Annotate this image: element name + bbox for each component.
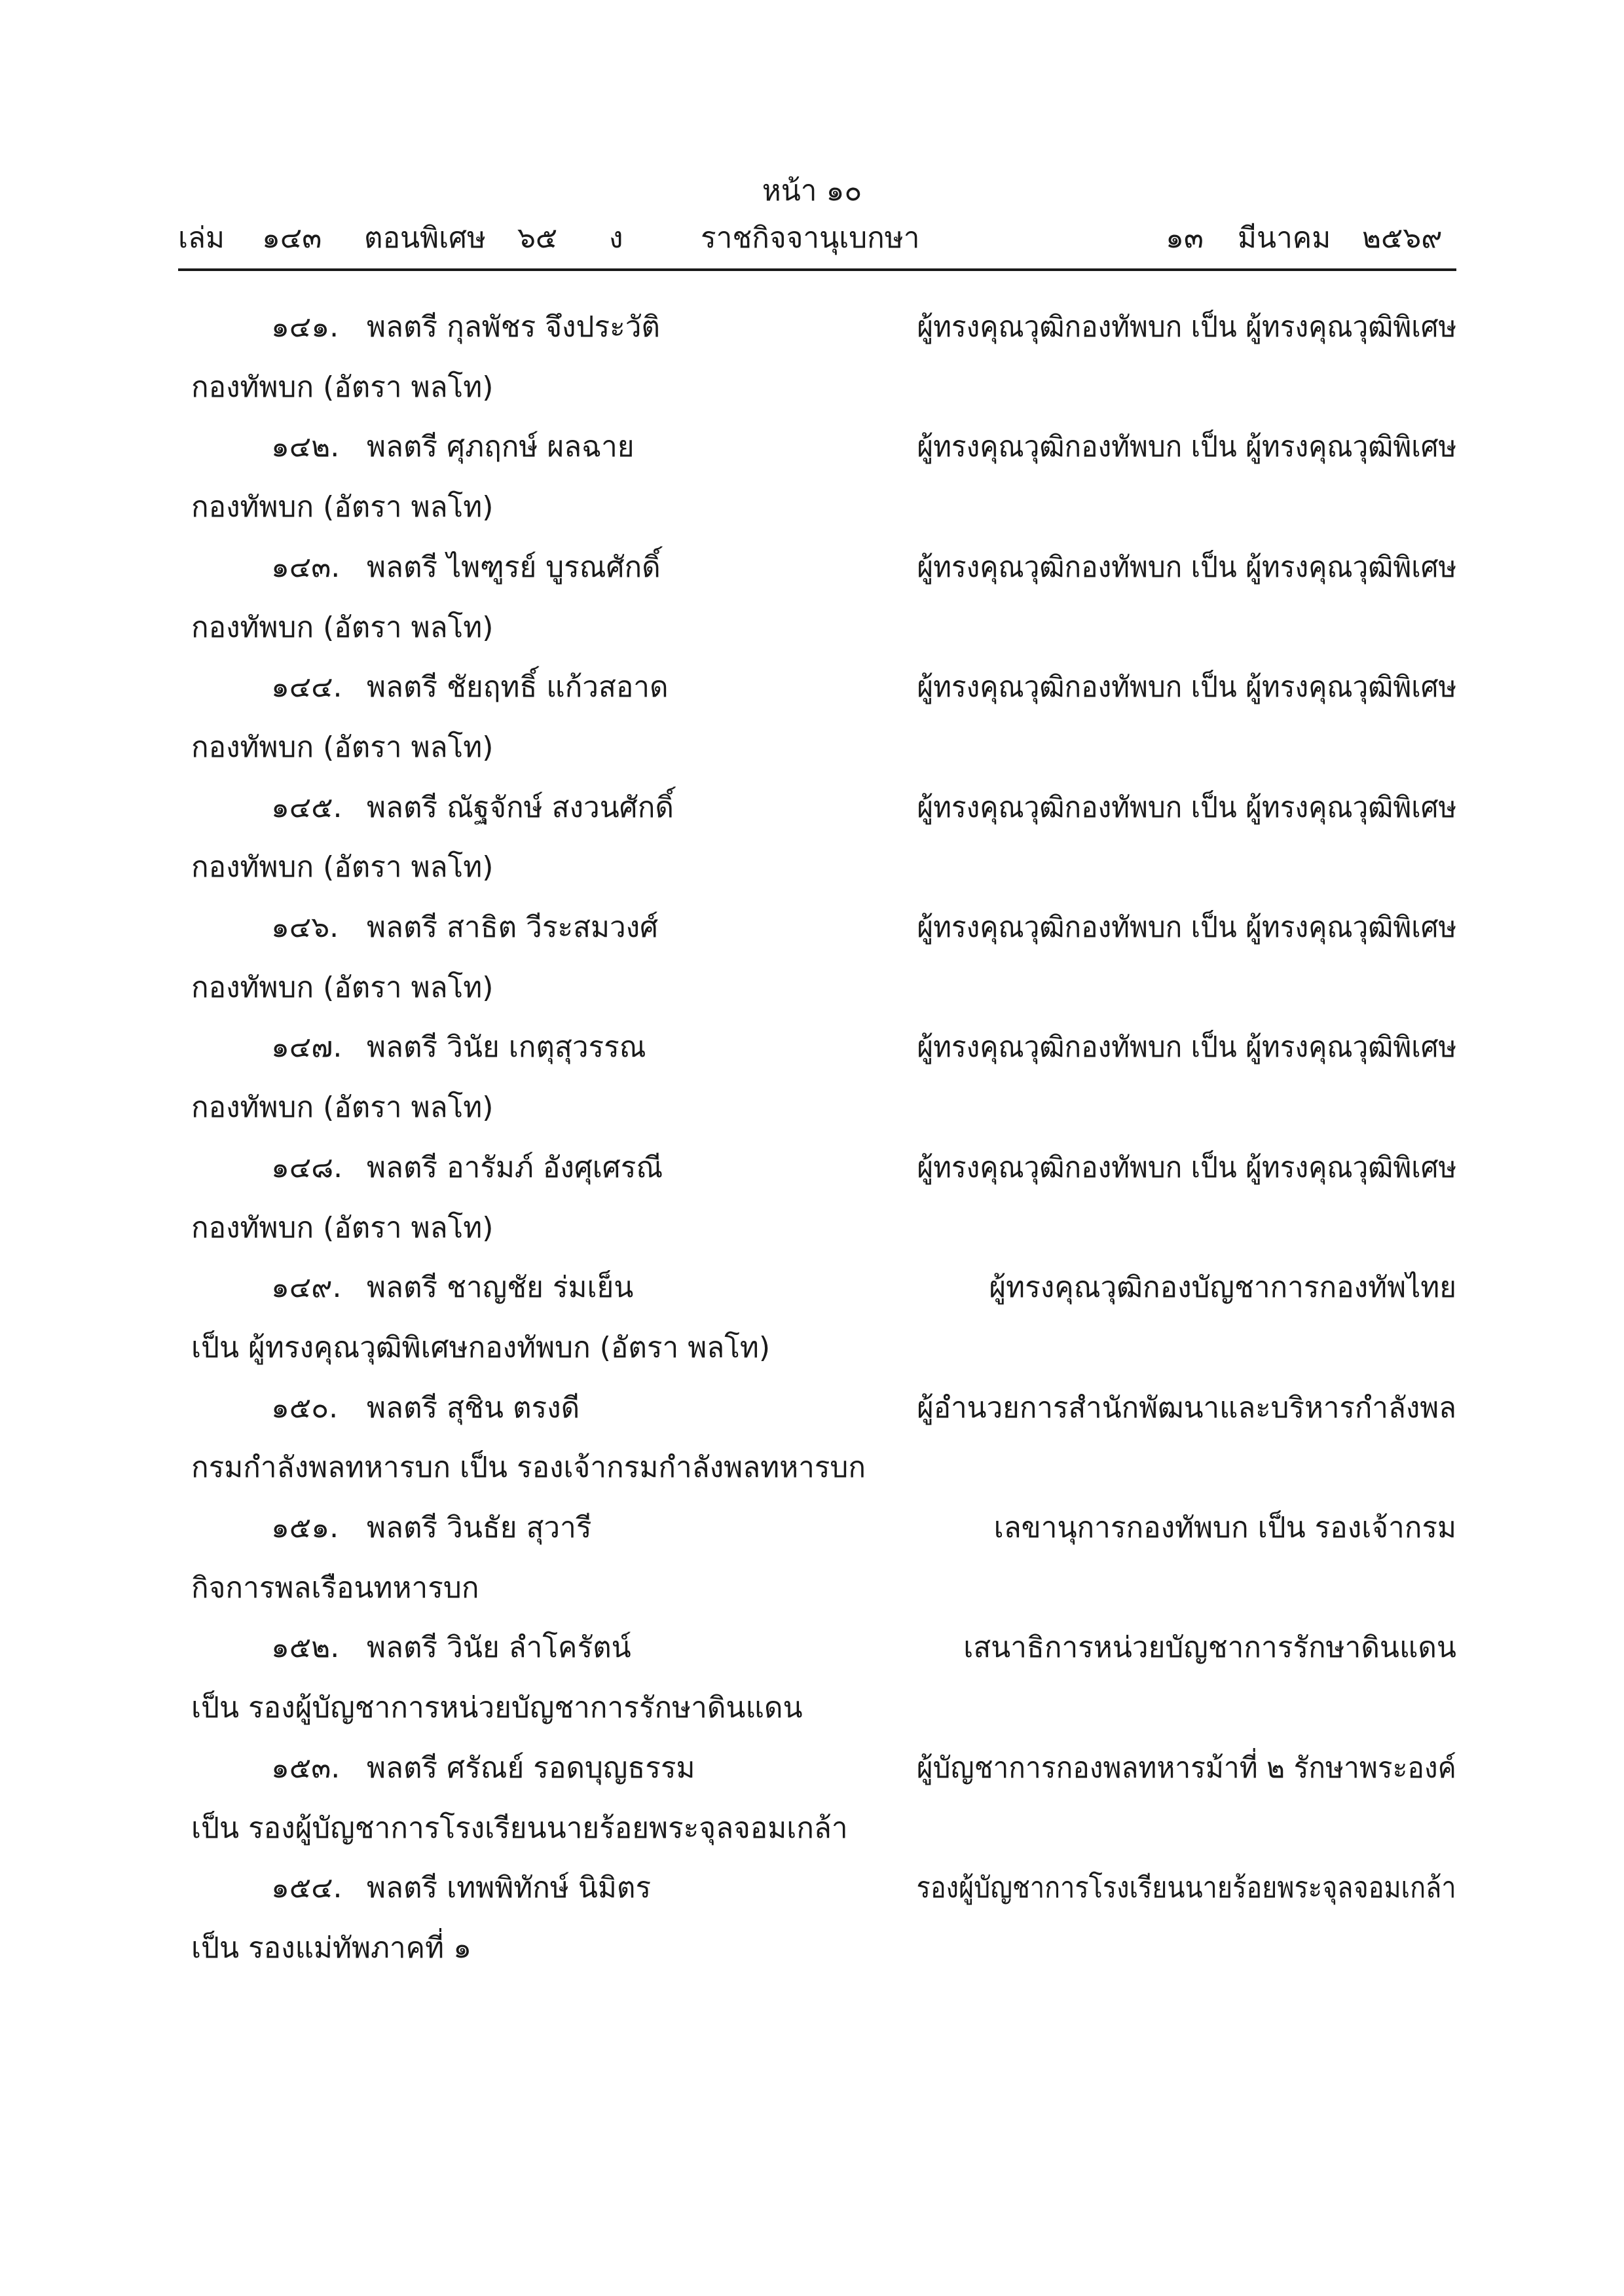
entry-continuation-line [0,1442,1624,1494]
entry-name: พลตรี ศุภฤกษ์ ผลฉาย [367,430,635,464]
entry-continuation: กองทัพบก (อัตรา พลโท) [191,610,494,644]
entry-continuation: กองทัพบก (อัตรา พลโท) [191,1091,494,1125]
date-year: ๒๕๖๙ [1362,221,1443,255]
section-letter: ง [609,221,623,255]
entry-position: ผู้อำนวยการสำนักพัฒนาและบริหารกำลังพล [917,1391,1456,1425]
entry-continuation-line [0,361,1624,414]
entry-continuation-line [0,481,1624,534]
entry-main-line [0,1742,1624,1795]
entry-position: ผู้ทรงคุณวุฒิกองทัพบก เป็น ผู้ทรงคุณวุฒิพิเศษ [916,911,1456,944]
entry-continuation: กองทัพบก (อัตรา พลโท) [191,370,494,404]
entry-position: เลขานุการกองทัพบก เป็น รองเจ้ากรม [993,1511,1456,1544]
entry-position: ผู้ทรงคุณวุฒิกองทัพบก เป็น ผู้ทรงคุณวุฒิพิเศษ [916,670,1456,704]
entry-main-line [0,541,1624,594]
entry-number: ๑๔๗. [271,1030,342,1065]
entry-continuation: กองทัพบก (อัตรา พลโท) [191,730,494,764]
entry-number: ๑๔๖. [271,911,339,944]
entry-number: ๑๔๕. [271,790,342,824]
entry-name: พลตรี ไพฑูรย์ บูรณศักดิ์ [367,550,661,584]
entry-number: ๑๔๑. [271,310,339,344]
entry-continuation: เป็น รองผู้บัญชาการหน่วยบัญชาการรักษาดินแดน [191,1691,803,1725]
section-number: ๖๕ [517,221,558,255]
entry-continuation-line [0,1082,1624,1134]
entry-main-line [0,1622,1624,1674]
entry-number: ๑๕๐. [271,1391,339,1425]
entry-name: พลตรี วินัย ลำโครัตน์ [367,1631,631,1665]
entry-position: ผู้ทรงคุณวุฒิกองทัพบก เป็น ผู้ทรงคุณวุฒิพิเศษ [916,310,1456,344]
entry-continuation: กรมกำลังพลทหารบก เป็น รองเจ้ากรมกำลังพลทหารบก [191,1451,866,1485]
entry-continuation: เป็น ผู้ทรงคุณวุฒิพิเศษกองทัพบก (อัตรา พลโท) [191,1330,770,1364]
entry-main-line [0,421,1624,473]
entry-continuation: กองทัพบก (อัตรา พลโท) [191,970,494,1004]
entry-continuation: เป็น รองผู้บัญชาการโรงเรียนนายร้อยพระจุลจอมเกล้า [191,1811,848,1845]
entry-continuation-line [0,602,1624,654]
volume-number: ๑๔๓ [262,221,322,255]
entry-name: พลตรี วินธัย สุวารี [367,1511,592,1544]
entry-main-line [0,782,1624,834]
entry-continuation-line [0,841,1624,894]
entry-number: ๑๔๔. [271,670,342,704]
date-day: ๑๓ [1166,221,1204,255]
entry-name: พลตรี วินัย เกตุสุวรรณ [367,1030,646,1065]
entry-continuation-line [0,721,1624,774]
entry-position: เสนาธิการหน่วยบัญชาการรักษาดินแดน [963,1631,1456,1665]
section-label: ตอนพิเศษ [364,221,487,255]
entry-name: พลตรี ชาญชัย ร่มเย็น [367,1271,634,1305]
entry-name: พลตรี สาธิต วีระสมวงศ์ [367,911,659,944]
entry-name: พลตรี อารัมภ์ อังศุเศรณี [367,1150,663,1184]
entry-position: ผู้ทรงคุณวุฒิกองทัพบก เป็น ผู้ทรงคุณวุฒิพิเศษ [916,790,1456,824]
entry-continuation: กองทัพบก (อัตรา พลโท) [191,490,494,524]
header-rule [178,268,1456,271]
entry-continuation: กองทัพบก (อัตรา พลโท) [191,850,494,884]
entry-continuation: กองทัพบก (อัตรา พลโท) [191,1211,494,1245]
entry-number: ๑๔๙. [271,1271,342,1305]
entry-main-line [0,902,1624,954]
entry-number: ๑๕๔. [271,1871,342,1905]
entry-continuation-line [0,1802,1624,1855]
entry-continuation-line [0,962,1624,1014]
entry-position: ผู้ทรงคุณวุฒิกองทัพบก เป็น ผู้ทรงคุณวุฒิพิเศษ [916,430,1456,464]
entry-name: พลตรี กุลพัชร จึงประวัติ [367,310,660,344]
entry-continuation-line [0,1682,1624,1734]
gazette-title: ราชกิจจานุเบกษา [701,221,920,255]
entry-main-line [0,1862,1624,1914]
entry-main-line [0,1382,1624,1434]
entry-number: ๑๕๑. [271,1511,339,1544]
entry-number: ๑๔๓. [271,550,341,584]
entry-position: ผู้บัญชาการกองพลทหารม้าที่ ๒ รักษาพระองค์ [916,1751,1456,1785]
entry-name: พลตรี ณัฐจักษ์ สงวนศักดิ์ [367,790,674,824]
entry-position: ผู้ทรงคุณวุฒิกองทัพบก เป็น ผู้ทรงคุณวุฒิพิเศษ [916,1030,1456,1065]
entry-position: ผู้ทรงคุณวุฒิกองทัพบก เป็น ผู้ทรงคุณวุฒิพิเศษ [916,550,1456,584]
entry-main-line [0,1021,1624,1074]
entry-position: รองผู้บัญชาการโรงเรียนนายร้อยพระจุลจอมเกล้า [916,1871,1456,1905]
entry-continuation-line [0,1922,1624,1975]
entry-main-line [0,1262,1624,1314]
entry-continuation-line [0,1202,1624,1254]
entry-position: ผู้ทรงคุณวุฒิกองทัพบก เป็น ผู้ทรงคุณวุฒิพิเศษ [916,1150,1456,1184]
entry-number: ๑๔๘. [271,1150,343,1184]
entry-main-line [0,1502,1624,1554]
entry-number: ๑๕๒. [271,1631,340,1665]
volume-label: เล่ม [178,221,225,255]
entry-main-line [0,1142,1624,1194]
entry-name: พลตรี ชัยฤทธิ์ แก้วสอาด [367,670,669,704]
entry-number: ๑๔๒. [271,430,340,464]
entry-number: ๑๕๓. [271,1751,341,1785]
entry-name: พลตรี ศรัณย์ รอดบุญธรรม [367,1751,695,1785]
entry-main-line [0,661,1624,714]
entry-continuation-line [0,1562,1624,1614]
entry-continuation: เป็น รองแม่ทัพภาคที่ ๑ [191,1931,472,1965]
entry-name: พลตรี สุชิน ตรงดี [367,1391,580,1425]
date-month: มีนาคม [1238,221,1331,255]
entry-main-line [0,301,1624,354]
page-number: หน้า ๑๐ [762,174,862,208]
entry-name: พลตรี เทพพิทักษ์ นิมิตร [367,1871,652,1905]
entry-continuation: กิจการพลเรือนทหารบก [191,1571,479,1605]
entry-position: ผู้ทรงคุณวุฒิกองบัญชาการกองทัพไทย [989,1271,1456,1305]
entry-continuation-line [0,1322,1624,1374]
